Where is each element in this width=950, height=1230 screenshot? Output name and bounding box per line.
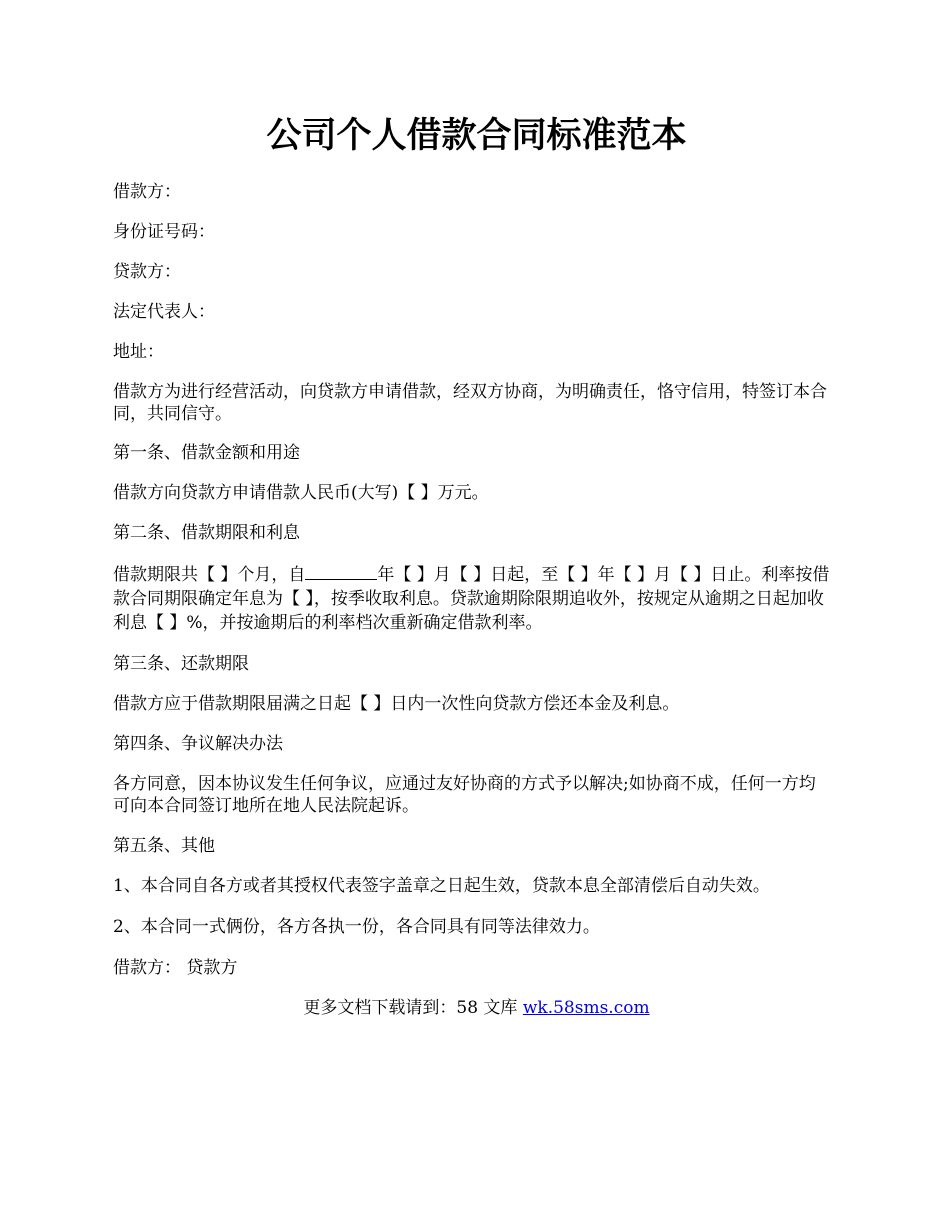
address-field: 地址： <box>113 342 164 362</box>
article-2-body <box>113 563 840 635</box>
article-1-body: 借款方向贷款方申请借款人民币(大写)【 】万元。 <box>113 483 489 503</box>
borrower-field: 借款方： <box>113 182 181 202</box>
footer-text: 更多文档下载请到：58 文库 <box>303 998 523 1018</box>
lender-field: 贷款方： <box>113 262 181 282</box>
footer-link[interactable]: wk.58sms.com <box>522 998 650 1018</box>
intro-paragraph: 借款方为进行经营活动，向贷款方申请借款，经双方协商，为明确责任，恪守信用，特签订本合同，共同信守。 <box>113 382 827 424</box>
article-2-body-part2: 年【 】月【 】日起，至【 】年【 】月【 】日止。利率按借款合同期限确定年息为【 】，按季收取利息。贷款逾期除限期追收外，按规定从逾期之日起加收利息【 】%，并按逾期后的利率档次重新确定借款利率。 <box>113 565 830 633</box>
article-5-item-2: 2、本合同一式俩份，各方各执一份，各合同具有同等法律效力。 <box>113 917 600 937</box>
legal-rep-field: 法定代表人： <box>113 302 215 322</box>
blank-fill-line <box>305 563 377 580</box>
article-4-body: 各方同意，因本协议发生任何争议，应通过友好协商的方式予以解决;如协商不成，任何一方均可向本合同签订地所在地人民法院起诉。 <box>113 774 816 816</box>
article-5-heading: 第五条、其他 <box>113 836 215 856</box>
article-1-heading: 第一条、借款金额和用途 <box>113 443 300 463</box>
article-4-heading: 第四条、争议解决办法 <box>113 734 283 754</box>
article-2-body-part1: 借款期限共【 】个月，自 <box>113 565 306 585</box>
article-5-item-1: 1、本合同自各方或者其授权代表签字盖章之日起生效，贷款本息全部清偿后自动失效。 <box>113 876 770 896</box>
document-title: 公司个人借款合同标准范本 <box>266 115 687 156</box>
article-3-heading: 第三条、还款期限 <box>113 654 249 674</box>
article-3-body: 借款方应于借款期限届满之日起【 】日内一次性向贷款方偿还本金及利息。 <box>113 694 680 714</box>
footer <box>113 997 840 1019</box>
signature-line: 借款方： 贷款方 <box>113 958 238 978</box>
article-2-heading: 第二条、借款期限和利息 <box>113 523 300 543</box>
id-number-field: 身份证号码： <box>113 222 215 242</box>
